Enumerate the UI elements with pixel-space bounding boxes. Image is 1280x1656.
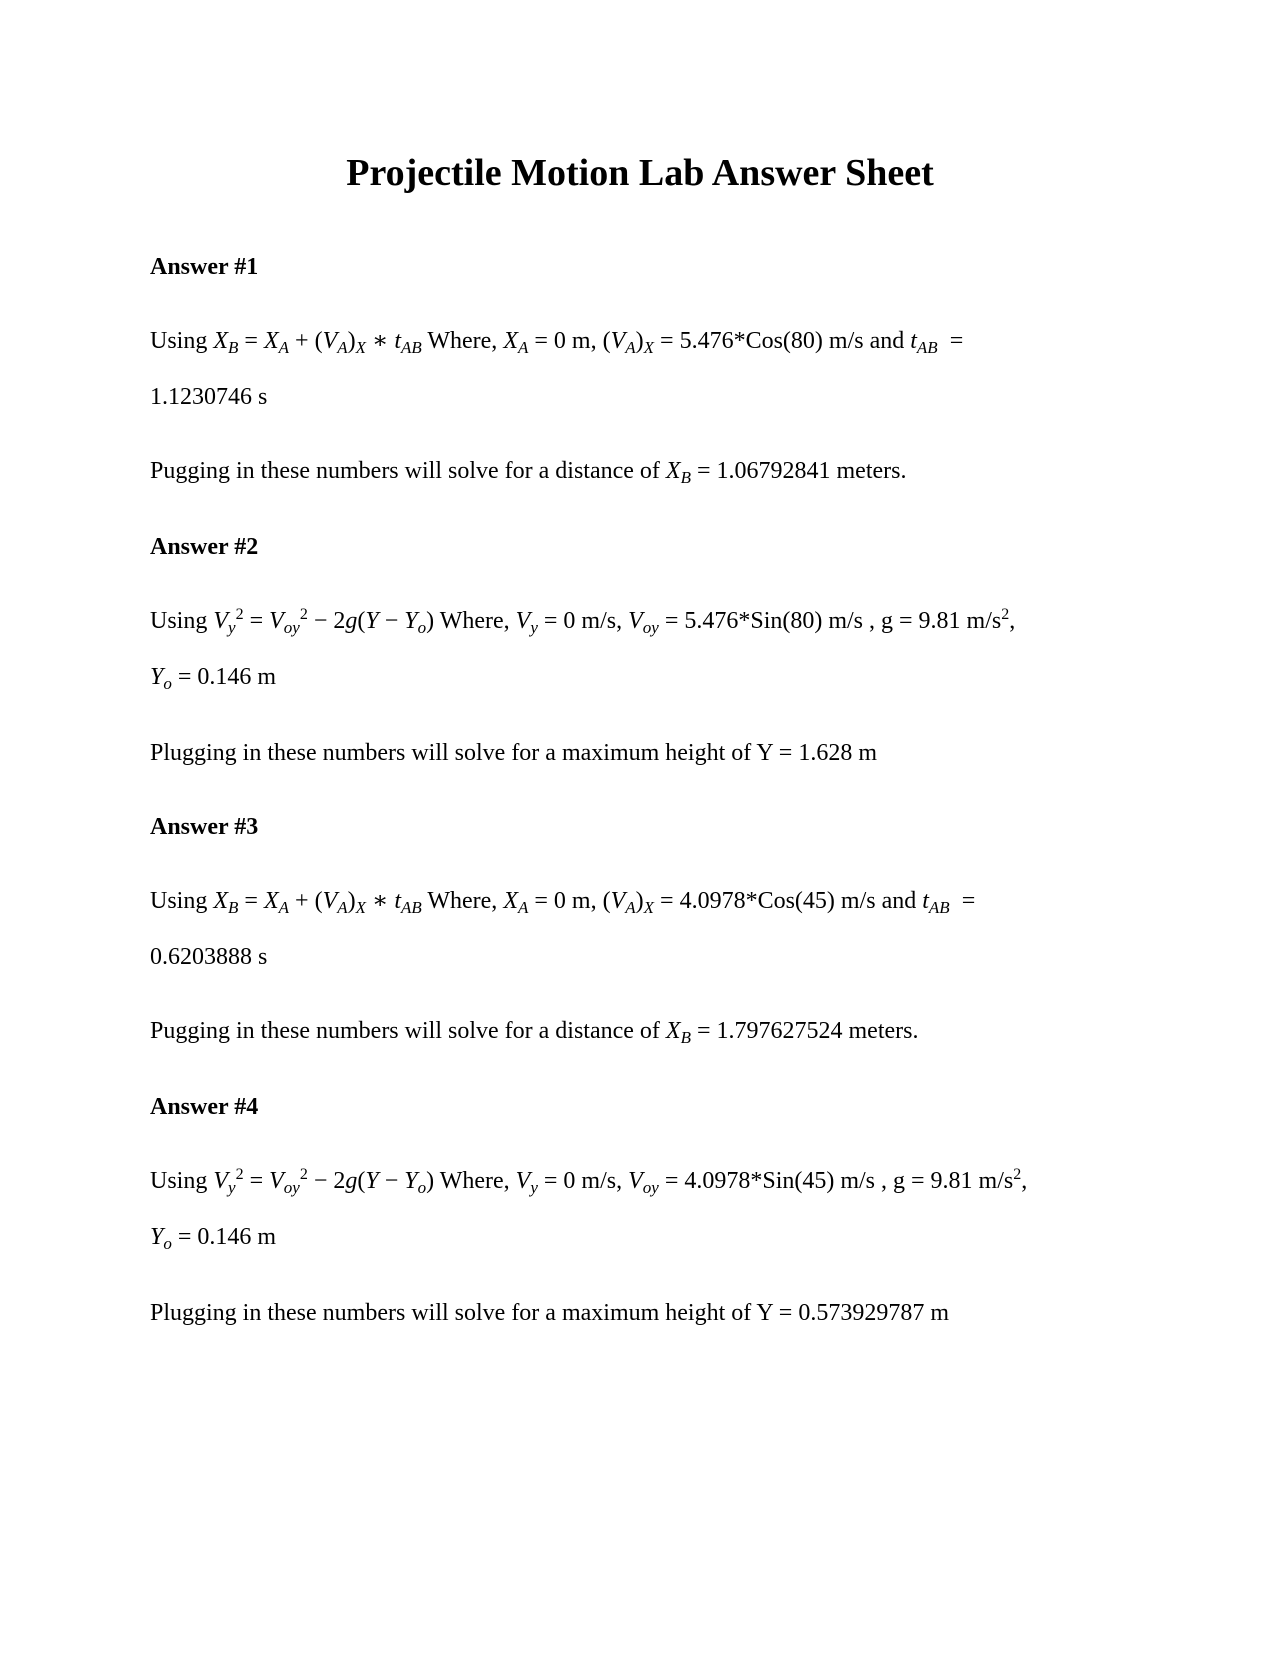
vy-value: = 0 m/s, xyxy=(543,608,623,634)
answer-1-equation-line: Using $X_B = X_A + (V_A)_X$ ∗ $t_{AB}$ Where, $X_A = 0$ m, $(V_A)_X = 5.476*Cos(80)$ m/s and $t_{AB}$ = xyxy=(150,328,964,358)
answer-4-yo-line: $Y_o = 0.146$ m xyxy=(150,1224,277,1254)
result-value: = 1.797627524 meters. xyxy=(696,1018,919,1044)
answer-2-equation-line: Using $V_y^2 = V_{oy}^2 - 2g(Y - Y_o)$ Where, $V_y = 0$ m/s, $V_{oy} = 5.476*Sin(80)$ m/s , g = 9.81 $m/s^2$, xyxy=(150,606,1016,638)
using-word: Using xyxy=(150,328,208,354)
equals-sign: = xyxy=(949,328,964,354)
answer-4-result: Plugging in these numbers will solve for a maximum height of Y = 0.573929787 m xyxy=(150,1300,950,1326)
xa-value: = 0 m, xyxy=(534,888,597,914)
answer-3-equation-line: Using $X_B = X_A + (V_A)_X$ ∗ $t_{AB}$ Where, $X_A = 0$ m, $(V_A)_X = 4.0978*Cos(45)$ m/s and $t_{AB}$ = xyxy=(150,888,976,918)
answer-2-result: Plugging in these numbers will solve for a maximum height of Y = 1.628 m xyxy=(150,740,878,766)
answer-1-tab-value: 1.1230746 s xyxy=(150,384,268,410)
page-title: Projectile Motion Lab Answer Sheet xyxy=(346,152,934,194)
answer-4-equation-line: Using $V_y^2 = V_{oy}^2 - 2g(Y - Y_o)$ Where, $V_y = 0$ m/s, $V_{oy} = 4.0978*Sin(45)$ m/s , g = 9.81 $m/s^2$, xyxy=(150,1166,1028,1198)
xa-value: = 0 m, xyxy=(534,328,597,354)
voy-value: = 4.0978*Sin(45) m/s , g = 9.81 m/s xyxy=(664,1168,1014,1194)
answer-3-tab-value: 0.6203888 s xyxy=(150,944,268,970)
answer-3-result: Pugging in these numbers will solve for a distance of $X_B = 1.797627524$ meters. xyxy=(150,1018,919,1048)
result-value: = 1.06792841 meters. xyxy=(696,458,907,484)
answer-2-yo-line: $Y_o = 0.146$ m xyxy=(150,664,277,694)
answer-3-heading: Answer #3 xyxy=(150,814,259,840)
answer-2-heading: Answer #2 xyxy=(150,534,259,560)
vy-value: = 0 m/s, xyxy=(543,1168,623,1194)
where-word: Where, xyxy=(427,328,498,354)
answer-1-heading: Answer #1 xyxy=(150,254,259,280)
vax-value: = 5.476*Cos(80) m/s and xyxy=(660,328,905,354)
answer-1-result: Pugging in these numbers will solve for a distance of $X_B = 1.06792841$ meters. xyxy=(150,458,907,488)
voy-value: = 5.476*Sin(80) m/s , g = 9.81 m/s xyxy=(664,608,1002,634)
answer-4-heading: Answer #4 xyxy=(150,1094,259,1120)
yo-value: = 0.146 m xyxy=(177,664,277,690)
vax-value: = 4.0978*Cos(45) m/s and xyxy=(660,888,917,914)
yo-value: = 0.146 m xyxy=(177,1224,277,1250)
